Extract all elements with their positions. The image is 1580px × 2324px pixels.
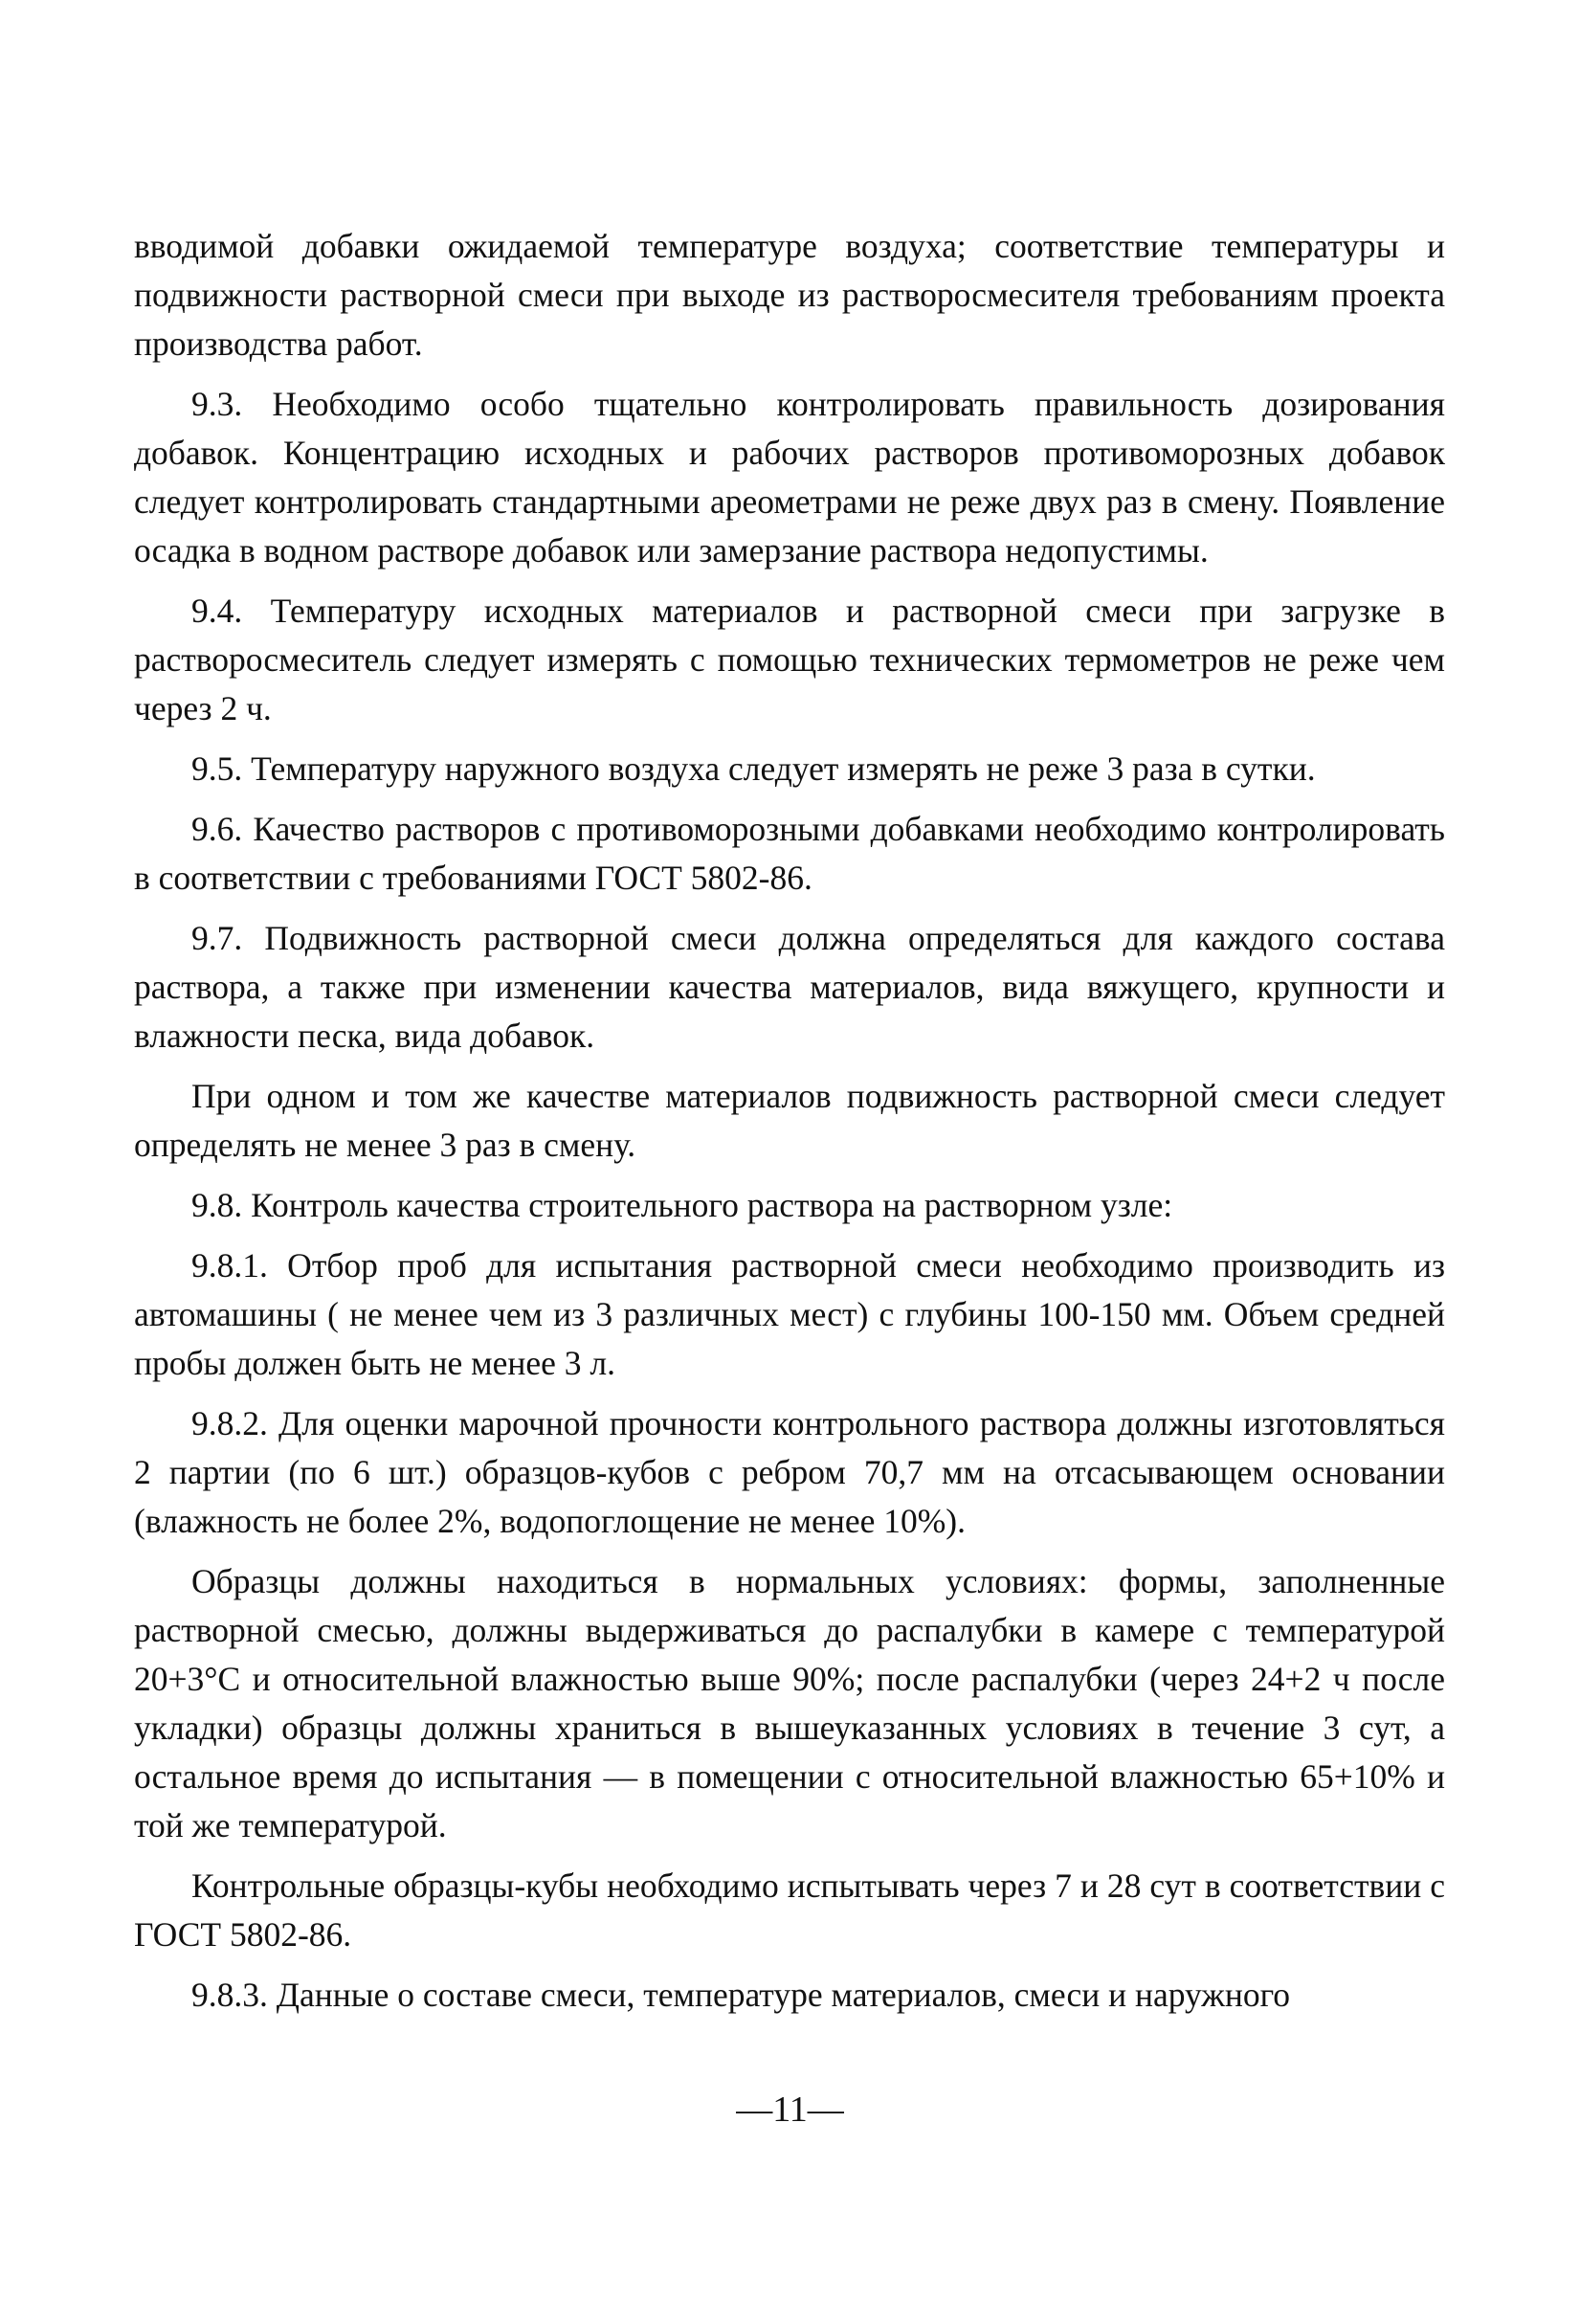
page-number: —11— <box>736 2089 844 2130</box>
paragraph-9-7: 9.7. Подвижность растворной смеси должна определяться для каждого состава раствора, а также при изменении качества материалов, вида вяжущего, крупности и влажности песка, вида добавок. <box>134 919 1445 1055</box>
paragraph-9-8-1: 9.8.1. Отбор проб для испытания растворной смеси необходимо производить из автомашины ( не менее чем из 3 различных мест) с глубины 100-150 мм. Объем средней пробы должен быть не менее 3 л. <box>134 1246 1445 1382</box>
paragraph-samples-conditions: Образцы должны находиться в нормальных условиях: формы, заполненные растворной смесью, должны выдерживаться до распалубки в камере с температурой 20+3°С и относительной влажностью выше 90%; после распалубки (через 24+2 ч после укладки) образцы должны храниться в вышеуказанных условиях в течение 3 сут, а остальное время до испытания — в помещении с относительной влажностью 65+10% и той же температурой. <box>134 1562 1445 1844</box>
paragraph-9-8: 9.8. Контроль качества строительного раствора на растворном узле: <box>191 1186 1173 1224</box>
paragraph-9-8-2: 9.8.2. Для оценки марочной прочности контрольного раствора должны изготовляться 2 партии (по 6 шт.) образцов-кубов с ребром 70,7 мм на отсасывающем основании (влажность не более 2%, водопоглощение не менее 10%). <box>134 1404 1445 1540</box>
paragraph-9-7-note: При одном и том же качестве материалов подвижность растворной смеси следует определять не менее 3 раз в смену. <box>134 1077 1445 1164</box>
paragraph-9-6: 9.6. Качество растворов с противоморозными добавками необходимо контролировать в соответствии с требованиями ГОСТ 5802-86. <box>134 810 1445 897</box>
paragraph-control-cubes: Контрольные образцы-кубы необходимо испытывать через 7 и 28 сут в соответствии с ГОСТ 5802-86. <box>134 1866 1445 1954</box>
paragraph-9-3: 9.3. Необходимо особо тщательно контролировать правильность дозирования добавок. Концентрацию исходных и рабочих растворов противоморозных добавок следует контролировать стандартными ареометрами не реже двух раз в смену. Появление осадка в водном растворе добавок или замерзание раствора недопустимы. <box>134 385 1445 570</box>
paragraph-9-5: 9.5. Температуру наружного воздуха следует измерять не реже 3 раза в сутки. <box>191 749 1316 788</box>
page-body <box>134 222 1445 2031</box>
paragraph-9-4: 9.4. Температуру исходных материалов и растворной смеси при загрузке в растворосмеситель следует измерять с помощью технических термометров не реже чем через 2 ч. <box>134 592 1445 727</box>
paragraph-9-8-3: 9.8.3. Данные о составе смеси, температуре материалов, смеси и наружного <box>191 1976 1290 2014</box>
paragraph-continuation: вводимой добавки ожидаемой температуре воздуха; соответствие температуры и подвижности растворной смеси при выходе из растворосмесителя требованиям проекта производства работ. <box>134 227 1445 363</box>
